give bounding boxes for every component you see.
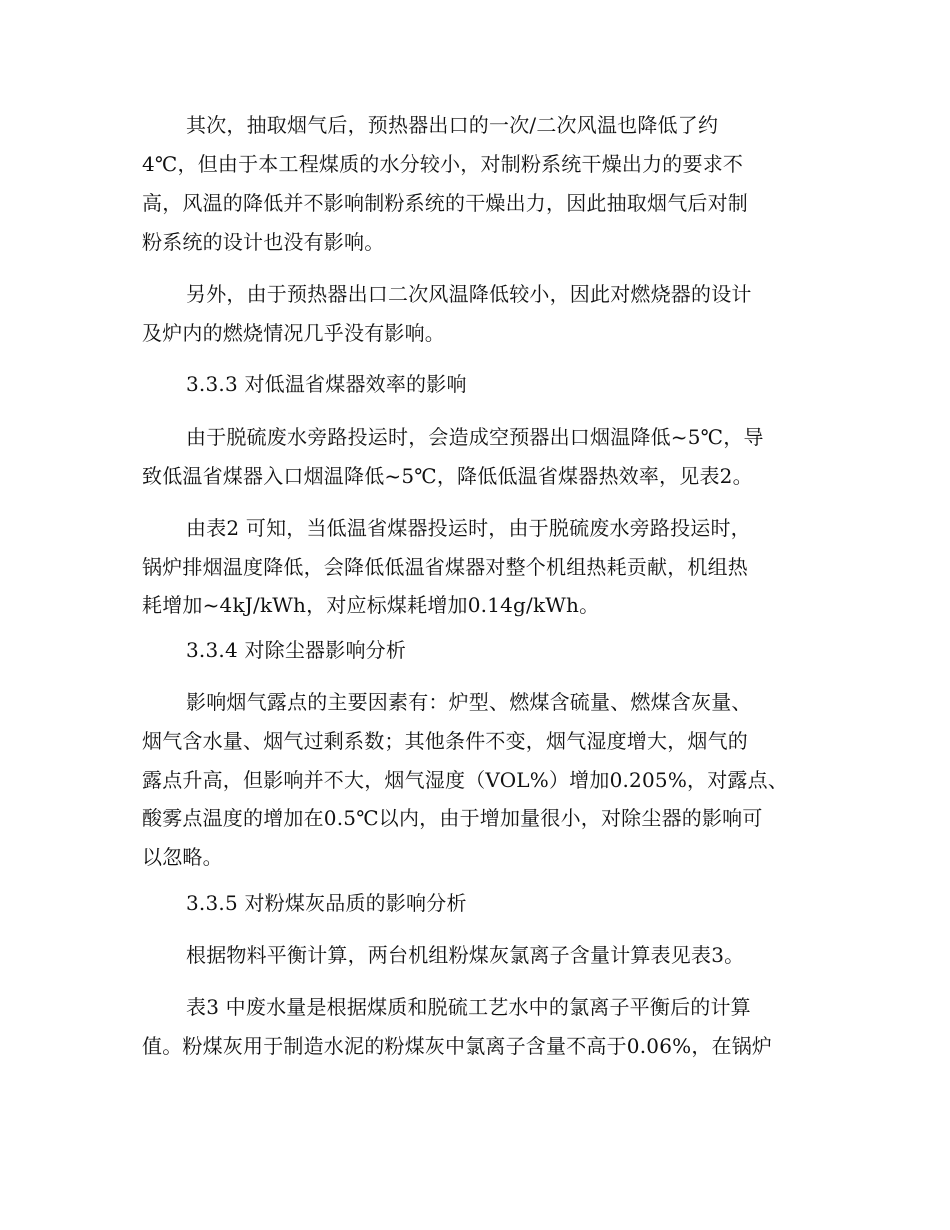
paragraph-10-line-2: 值。粉煤灰用于制造水泥的粉煤灰中氯离子含量不高于0.06%，在锅炉 (142, 1034, 773, 1058)
paragraph-9-line-1: 根据物料平衡计算，两台机组粉煤灰氯离子含量计算表见表3。 (186, 943, 745, 967)
paragraph-7-line-2: 烟气含水量、烟气过剩系数；其他条件不变，烟气湿度增大，烟气的 (142, 729, 748, 753)
paragraph-4-line-1: 由于脱硫废水旁路投运时，会造成空预器出口烟温降低~5℃，导 (186, 425, 764, 449)
section-heading-3-3-5: 3.3.5 对粉煤灰品质的影响分析 (186, 891, 467, 915)
paragraph-7-line-4: 酸雾点温度的增加在0.5℃以内，由于增加量很小，对除尘器的影响可 (142, 806, 763, 830)
paragraph-7-line-5: 以忽略。 (142, 845, 223, 869)
paragraph-5-line-3: 耗增加~4kJ/kWh，对应标煤耗增加0.14g/kWh。 (142, 593, 600, 617)
paragraph-7-line-3: 露点升高，但影响并不大，烟气湿度（VOL%）增加0.205%，对露点、 (142, 768, 789, 792)
paragraph-1-line-4: 粉系统的设计也没有影响。 (142, 230, 385, 254)
paragraph-4-line-2: 致低温省煤器入口烟温降低~5℃，降低低温省煤器热效率，见表2。 (142, 464, 753, 488)
section-heading-3-3-3: 3.3.3 对低温省煤器效率的影响 (186, 372, 467, 396)
paragraph-5-line-2: 锅炉排烟温度降低，会降低低温省煤器对整个机组热耗贡献，机组热 (142, 555, 748, 579)
paragraph-1-line-1: 其次，抽取烟气后，预热器出口的一次/二次风温也降低了约 (186, 113, 719, 137)
paragraph-2-line-1: 另外，由于预热器出口二次风温降低较小，因此对燃烧器的设计 (186, 282, 752, 306)
paragraph-10-line-1: 表3 中废水量是根据煤质和脱硫工艺水中的氯离子平衡后的计算 (186, 995, 751, 1019)
paragraph-5-line-1: 由表2 可知，当低温省煤器投运时，由于脱硫废水旁路投运时， (186, 516, 751, 540)
paragraph-1-line-2: 4℃，但由于本工程煤质的水分较小，对制粉系统干燥出力的要求不 (142, 152, 744, 176)
paragraph-7-line-1: 影响烟气露点的主要因素有：炉型、燃煤含硫量、燃煤含灰量、 (186, 690, 752, 714)
paragraph-1-line-3: 高，风温的降低并不影响制粉系统的干燥出力，因此抽取烟气后对制 (142, 191, 748, 215)
section-heading-3-3-4: 3.3.4 对除尘器影响分析 (186, 638, 407, 662)
paragraph-2-line-2: 及炉内的燃烧情况几乎没有影响。 (142, 321, 445, 345)
